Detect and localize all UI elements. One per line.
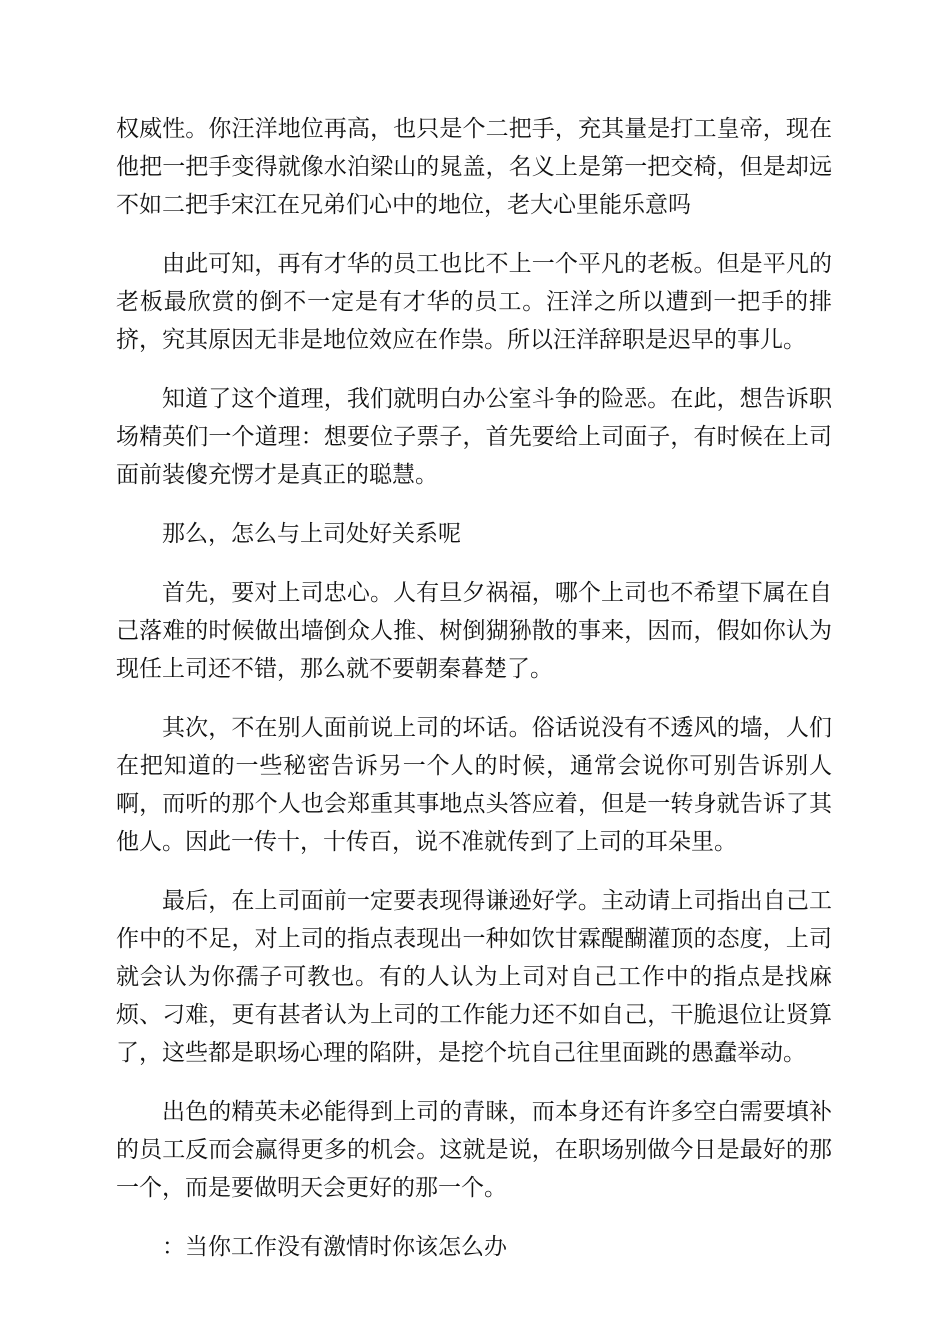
paragraph-3: 知道了这个道理，我们就明白办公室斗争的险恶。在此，想告诉职场精英们一个道理：想要位子票子，首先要给上司面子，有时候在上司面前装傻充愣才是真正的聪慧。 bbox=[116, 386, 832, 488]
paragraph-7: 最后，在上司面前一定要表现得谦逊好学。主动请上司指出自己工作中的不足，对上司的指点表现出一种如饮甘霖醍醐灌顶的态度，上司就会认为你孺子可教也。有的人认为上司对自己工作中的指点是找麻烦、刁难，更有甚者认为上司的工作能力还不如自己，干脆退位让贤算了，这些都是职场心理的陷阱，是挖个坑自己往里面跳的愚蠢举动。 bbox=[116, 888, 832, 1066]
document-body bbox=[116, 110, 832, 1287]
paragraph-4: 那么，怎么与上司处好关系呢 bbox=[162, 521, 461, 547]
paragraph-2: 由此可知，再有才华的员工也比不上一个平凡的老板。但是平凡的老板最欣赏的倒不一定是有才华的员工。汪洋之所以遭到一把手的排挤，究其原因无非是地位效应在作祟。所以汪洋辞职是迟早的事儿。 bbox=[116, 251, 832, 353]
paragraph-5: 首先，要对上司忠心。人有旦夕祸福，哪个上司也不希望下属在自己落难的时候做出墙倒众人推、树倒猢狲散的事来，因而，假如你认为现任上司还不错，那么就不要朝秦暮楚了。 bbox=[116, 580, 832, 682]
paragraph-8: 出色的精英未必能得到上司的青睐，而本身还有许多空白需要填补的员工反而会赢得更多的机会。这就是说，在职场别做今日是最好的那一个，而是要做明天会更好的那一个。 bbox=[116, 1099, 832, 1201]
paragraph-9: ：当你工作没有激情时你该怎么办 bbox=[162, 1234, 507, 1260]
paragraph-6: 其次，不在别人面前说上司的坏话。俗话说没有不透风的墙，人们在把知道的一些秘密告诉另一个人的时候，通常会说你可别告诉别人啊，而听的那个人也会郑重其事地点头答应着，但是一转身就告诉了其他人。因此一传十，十传百，说不准就传到了上司的耳朵里。 bbox=[116, 715, 832, 855]
paragraph-1: 权威性。你汪洋地位再高，也只是个二把手，充其量是打工皇帝，现在他把一把手变得就像水泊梁山的晁盖，名义上是第一把交椅，但是却远不如二把手宋江在兄弟们心中的地位，老大心里能乐意吗 bbox=[116, 116, 832, 218]
